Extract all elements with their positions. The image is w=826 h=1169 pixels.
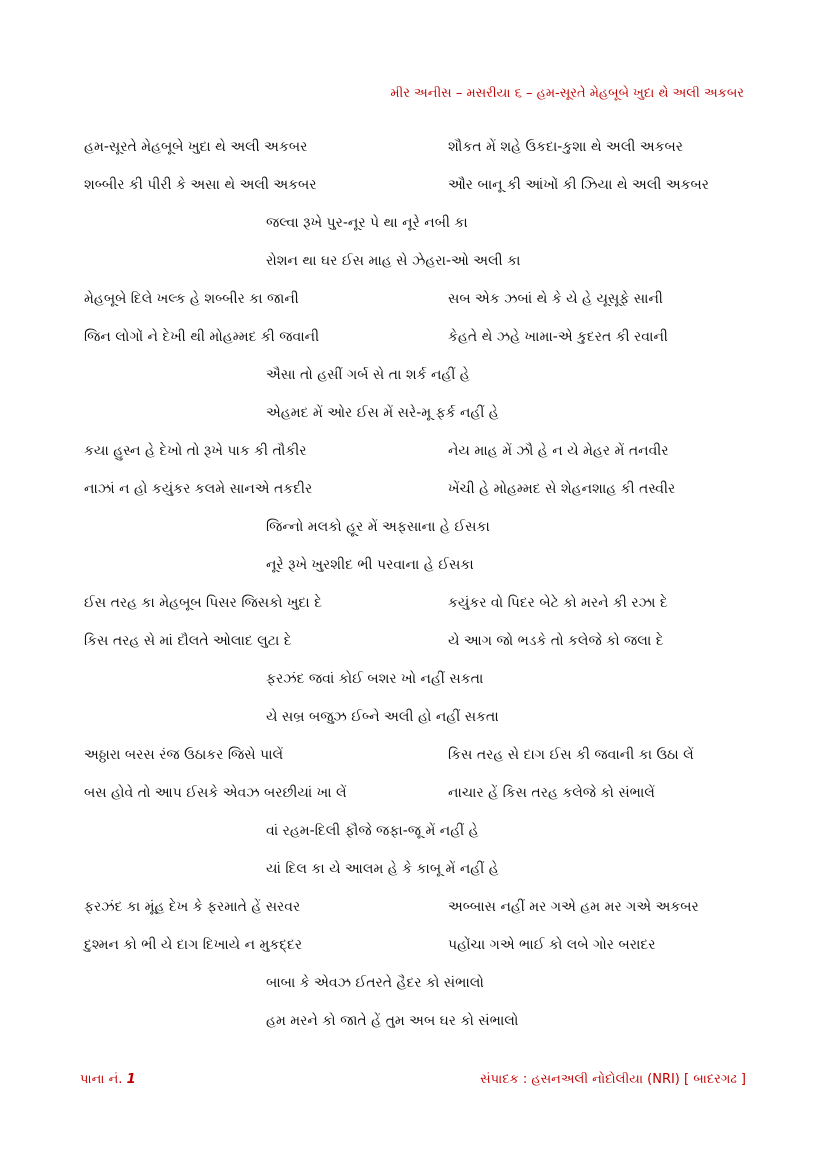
verse-line: હમ મરને કો જાતે હેં તુમ અબ ઘર કો સંભાલો bbox=[266, 1013, 519, 1029]
page-number-footer bbox=[80, 1072, 136, 1087]
verse-line: ખેંચી હે મોહમ્મદ સે શેહનશાહ કી તસ્વીર bbox=[448, 481, 676, 497]
verse-line: ઐસા તો હસીં ગર્બ સે તા શર્ક નહીં હે bbox=[266, 367, 470, 383]
verse-line: કયુંકર વો પિદર બેટે કો મરને કી રઝા દે bbox=[448, 595, 668, 611]
verse-line: કિસ તરહ સે માં દૌલતે ઓલાદ લુટા દે bbox=[84, 633, 292, 649]
verse-line: બાબા કે એવઝ ઈતરતે હૈદર કો સંભાલો bbox=[266, 975, 484, 991]
verse-line: શબ્બીર કી પીરી કે અસા થે અલી અકબર bbox=[84, 177, 317, 193]
verse-line: કિસ તરહ સે દાગ ઈસ કી જવાની કા ઉઠા લેં bbox=[448, 747, 694, 763]
verse-line: રોશન થા ઘર ઈસ માહ સે ઝેહરા-ઓ અલી કા bbox=[266, 253, 521, 269]
verse-line: હમ-સૂરતે મેહબૂબે ખુદા થે અલી અકબર bbox=[84, 139, 308, 155]
verse-line: કયા હુસ્ન હે દેખો તો રૂખે પાક કી તૌકીર bbox=[84, 443, 307, 459]
verse-line: શૌકત મેં શહે ઉકદા-કુશા થે અલી અકબર bbox=[448, 139, 684, 155]
verse-line: યાં દિલ કા યે આલમ હે કે કાબૂ મેં નહીં હે bbox=[266, 861, 499, 877]
verse-line: ફરઝંદ જવાં કોઈ બશર ખો નહીં સકતા bbox=[266, 671, 484, 687]
verse-line: નેય માહ મેં ઝૌ હે ન યે મેહર મેં તનવીર bbox=[448, 443, 669, 459]
verse-line: યે આગ જો ભડકે તો કલેજે કો જલા દે bbox=[448, 633, 664, 649]
verse-line: જિન્નો મલકો હૂર મેં અફસાના હે ઈસકા bbox=[266, 519, 490, 535]
verse-line: એહમદ મેં ઓર ઈસ મેં સરે-મૂ ફર્ક નહીં હે bbox=[266, 405, 499, 421]
verse-line: ઔર બાનૂ કી આંખોં કી ઝિયા થે અલી અકબર bbox=[448, 177, 709, 193]
verse-line: મેહબૂબે દિલે ખલ્ક હે શબ્બીર કા જાની bbox=[84, 291, 299, 307]
verse-line: ઈસ તરહ કા મેહબૂબ પિસર જિસકો ખુદા દે bbox=[84, 595, 322, 611]
verse-line: અબ્બાસ નહીં મર ગએ હમ મર ગએ અકબર bbox=[448, 899, 699, 915]
verse-line: કેહતે થે ઝહે ખામા-એ કુદરત કી રવાની bbox=[448, 329, 668, 345]
editor-credit: સંપાદક : હસનઅલી નોદોલીયા (NRI) [ બાદરગઢ ] bbox=[480, 1072, 746, 1087]
verse-line: વાં રહમ-દિલી ફૌજે જફા-જૂ મેં નહીં હે bbox=[266, 823, 479, 839]
page-header-title: મીર અનીસ – મસરીયા ૬ – હમ-સૂરતે મેહબૂબે ખુદા થે અલી અકબર bbox=[390, 86, 744, 101]
verse-line: બસ હોવે તો આપ ઈસકે એવઝ બરછીયાં ખા લેં bbox=[84, 785, 347, 801]
page-label: પાના નં. bbox=[80, 1072, 123, 1087]
verse-line: ફરઝંદ કા મૂંહ દેખ કે ફરમાતે હેં સરવર bbox=[84, 899, 301, 915]
verse-line: નાચાર હેં કિસ તરહ કલેજે કો સંભાલેં bbox=[448, 785, 655, 801]
verse-line: દુશ્મન કો ભી યે દાગ દિખાયે ન મુકદ્દર bbox=[84, 937, 303, 953]
verse-line: જલ્વા રૂખે પુર-નૂર પે થા નૂરે નબી કા bbox=[266, 215, 468, 231]
verse-line: યે સબ્ર બજુઝ ઈબ્ને અલી હો નહીં સકતા bbox=[266, 709, 499, 725]
verse-line: નાઝાં ન હો કયુંકર કલમે સાનએ તકદીર bbox=[84, 481, 313, 497]
verse-line: પહોંચા ગએ ભાઈ કો લબે ગોર બરાદર bbox=[448, 937, 656, 953]
verse-line: સબ એક ઝબાં થે કે યે હે યૂસૂફે સાની bbox=[448, 291, 663, 307]
page-number: 1 bbox=[126, 1072, 136, 1087]
verse-line: અઠ્ઠારા બરસ રંજ ઉઠાકર જિસે પાલેં bbox=[84, 747, 284, 763]
verse-line: જિન લોગોં ને દેખી થી મોહમ્મદ કી જવાની bbox=[84, 329, 320, 345]
verse-line: નૂરે રૂખે ખુરશીદ ભી પરવાના હે ઈસકા bbox=[266, 557, 474, 573]
